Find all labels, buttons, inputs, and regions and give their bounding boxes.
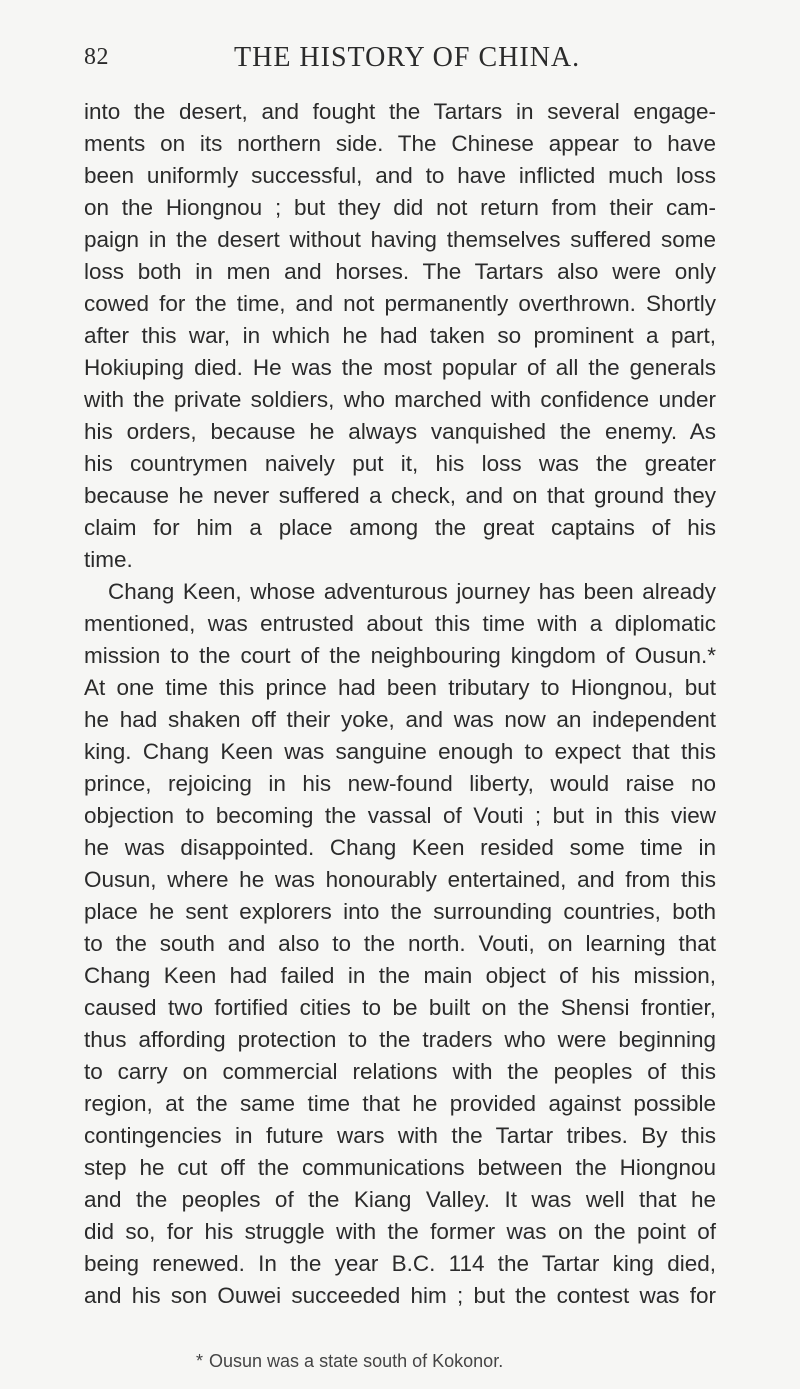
text-line: and his son Ouwei succeeded him ; but the contest was for <box>84 1283 716 1308</box>
footnote <box>196 1350 503 1372</box>
text-line: mentioned, was entrusted about this time with a diplomatic <box>84 611 716 636</box>
text-line: did so, for his struggle with the former was on the point of <box>84 1219 716 1244</box>
running-head: THE HISTORY OF CHINA. <box>234 42 581 73</box>
text-line: because he never suffered a check, and on that ground they <box>84 483 716 508</box>
text-line: contingencies in future wars with the Tartar tribes. By this <box>84 1123 716 1148</box>
footnote-text: Ousun was a state south of Kokonor. <box>209 1351 504 1371</box>
text-line: region, at the same time that he provided against possible <box>84 1091 716 1116</box>
text-line: step he cut off the communications between the Hiongnou <box>84 1155 716 1180</box>
text-line: mission to the court of the neighbouring kingdom of Ousun.* <box>84 643 716 668</box>
text-line: claim for him a place among the great captains of his <box>84 515 716 540</box>
text-line: thus affording protection to the traders who were beginning <box>84 1027 716 1052</box>
text-line: to the south and also to the north. Vouti, on learning that <box>84 931 716 956</box>
text-line: place he sent explorers into the surrounding countries, both <box>84 899 716 924</box>
text-line: time. <box>84 547 133 572</box>
text-line: to carry on commercial relations with the peoples of this <box>84 1059 716 1084</box>
text-line: prince, rejoicing in his new-found liberty, would raise no <box>84 771 716 796</box>
page-number: 82 <box>84 44 109 70</box>
text-line: into the desert, and fought the Tartars in several engage- <box>84 99 716 124</box>
text-line: king. Chang Keen was sanguine enough to expect that this <box>84 739 716 764</box>
page-header <box>84 42 716 82</box>
text-line: and the peoples of the Kiang Valley. It was well that he <box>84 1187 716 1212</box>
text-line: being renewed. In the year B.C. 114 the Tartar king died, <box>84 1251 716 1276</box>
text-line: cowed for the time, and not permanently overthrown. Shortly <box>84 291 716 316</box>
text-line: he was disappointed. Chang Keen resided some time in <box>84 835 716 860</box>
text-line: Ousun, where he was honourably entertained, and from this <box>84 867 716 892</box>
text-line: he had shaken off their yoke, and was now an independent <box>84 707 716 732</box>
text-line: on the Hiongnou ; but they did not return from their cam- <box>84 195 716 220</box>
text-line: loss both in men and horses. The Tartars also were only <box>84 259 716 284</box>
text-line: with the private soldiers, who marched with confidence under <box>84 387 716 412</box>
text-line: paign in the desert without having themselves suffered some <box>84 227 716 252</box>
text-line: Hokiuping died. He was the most popular of all the generals <box>84 355 716 380</box>
footnote-mark: * <box>196 1351 204 1371</box>
text-line: after this war, in which he had taken so prominent a part, <box>84 323 716 348</box>
body-text <box>84 96 716 1312</box>
text-line: caused two fortified cities to be built on the Shensi frontier, <box>84 995 716 1020</box>
text-line: objection to becoming the vassal of Vouti ; but in this view <box>84 803 716 828</box>
text-line: Chang Keen had failed in the main object of his mission, <box>84 963 716 988</box>
text-line: his countrymen naively put it, his loss was the greater <box>84 451 716 476</box>
text-line: Chang Keen, whose adventurous journey has been already <box>108 579 716 604</box>
text-line: been uniformly successful, and to have inflicted much loss <box>84 163 716 188</box>
text-line: his orders, because he always vanquished the enemy. As <box>84 419 716 444</box>
text-line: ments on its northern side. The Chinese appear to have <box>84 131 716 156</box>
text-line: At one time this prince had been tributary to Hiongnou, but <box>84 675 716 700</box>
